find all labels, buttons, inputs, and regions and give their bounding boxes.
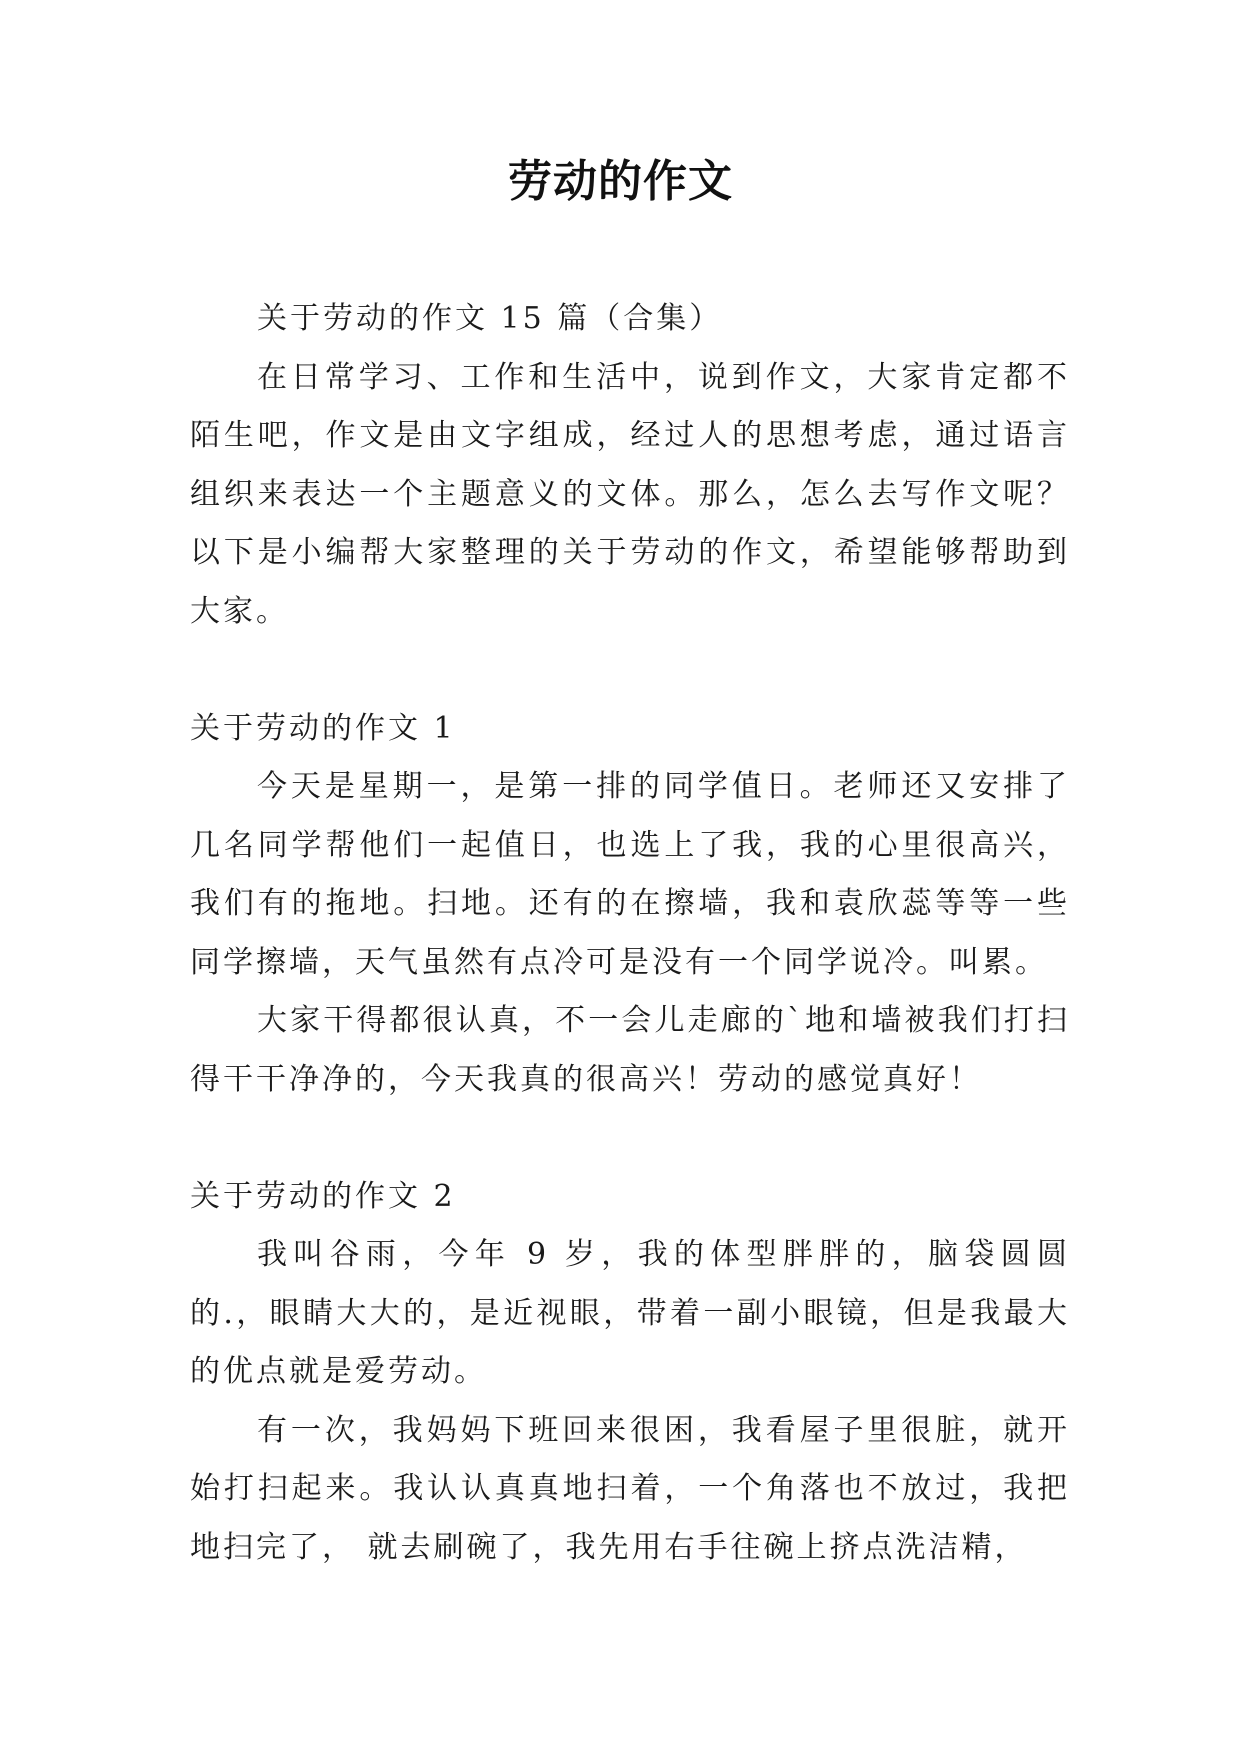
intro-paragraph: 在日常学习、工作和生活中，说到作文，大家肯定都不陌生吧，作文是由文字组成，经过人的思想考虑，通过语言组织来表达一个主题意义的文体。那么，怎么去写作文呢？以下是小编帮大家整理的关于劳动的作文，希望能够帮助到大家。 bbox=[190, 359, 1070, 629]
document-subtitle: 关于劳动的作文 15 篇（合集） bbox=[257, 301, 723, 336]
section-1-paragraph-1: 今天是星期一，是第一排的同学值日。老师还又安排了几名同学帮他们一起值日，也选上了我，我的心里很高兴，我们有的拖地。扫地。还有的在擦墙，我和袁欣蕊等等一些同学擦墙，天气虽然有点冷可是没有一个同学说冷。叫累。 bbox=[190, 769, 1070, 980]
document-title: 劳动的作文 bbox=[508, 156, 733, 207]
section-2-paragraph-2: 有一次，我妈妈下班回来很困，我看屋子里很脏，就开始打扫起来。我认认真真地扫着，一个角落也不放过，我把地扫完了， 就去刷碗了，我先用右手往碗上挤点洗洁精， bbox=[190, 1412, 1070, 1565]
document-body bbox=[190, 290, 1070, 1577]
section-spacer bbox=[190, 641, 1070, 700]
section-1-paragraph-2: 大家干得都很认真，不一会儿走廊的`地和墙被我们打扫得干干净净的，今天我真的很高兴！劳动的感觉真好！ bbox=[190, 1003, 1070, 1097]
section-heading-1: 关于劳动的作文 1 bbox=[190, 710, 456, 746]
section-heading-2: 关于劳动的作文 2 bbox=[190, 1178, 456, 1214]
section-2-paragraph-1: 我叫谷雨，今年 9 岁，我的体型胖胖的，脑袋圆圆的.，眼睛大大的，是近视眼，带着一副小眼镜，但是我最大的优点就是爱劳动。 bbox=[190, 1237, 1070, 1389]
section-spacer bbox=[190, 1109, 1070, 1168]
